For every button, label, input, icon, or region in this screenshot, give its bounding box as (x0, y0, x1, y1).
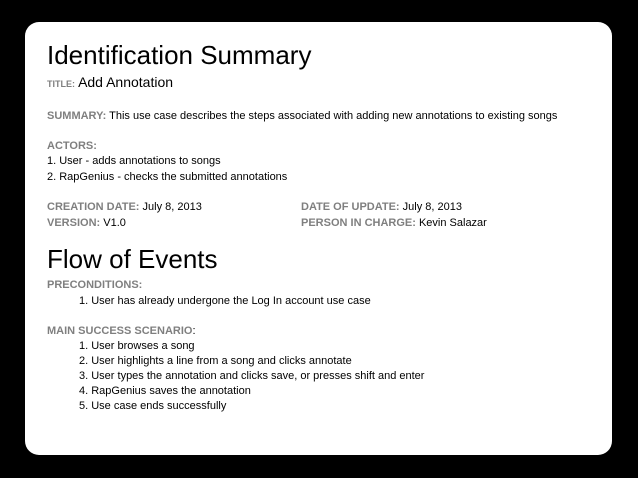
version-label: VERSION: (47, 217, 101, 229)
update-date-value: July 8, 2013 (402, 201, 462, 213)
actor-item: 1. User - adds annotations to songs (47, 155, 221, 167)
main-success-scenario-colon: : (192, 325, 196, 337)
summary-label: SUMMARY: (47, 110, 107, 122)
identification-summary-heading: Identification Summary (47, 40, 312, 70)
creation-date-row (47, 200, 202, 214)
scenario-step: 1. User browses a song (79, 340, 195, 352)
scenario-step: 5. Use case ends successfully (79, 400, 227, 412)
version-row (47, 216, 126, 230)
scenario-step: 2. User highlights a line from a song and clicks annotate (79, 355, 352, 367)
title-label: TITLE: (47, 79, 75, 89)
person-in-charge-row (301, 216, 487, 230)
main-success-scenario-label: MAIN SUCCESS SCENARIO (47, 325, 193, 337)
actor-item: 2. RapGenius - checks the submitted annotations (47, 171, 288, 183)
title-value: Add Annotation (78, 74, 174, 90)
preconditions-label: PRECONDITIONS: (47, 279, 143, 291)
update-date-row (301, 200, 462, 214)
main-success-scenario-label-row (47, 324, 196, 338)
summary-value: This use case describes the steps associated with adding new annotations to existing songs (109, 110, 558, 122)
scenario-step: 3. User types the annotation and clicks save, or presses shift and enter (79, 370, 425, 382)
flow-of-events-heading: Flow of Events (47, 244, 218, 274)
creation-date-label: CREATION DATE: (47, 201, 140, 213)
person-in-charge-label: PERSON IN CHARGE: (301, 217, 416, 229)
scenario-step: 4. RapGenius saves the annotation (79, 385, 251, 397)
summary-row (47, 109, 557, 123)
creation-date-value: July 8, 2013 (142, 201, 202, 213)
slide (25, 22, 612, 455)
precondition-item: 1. User has already undergone the Log In account use case (79, 295, 371, 307)
title-row (47, 75, 173, 91)
update-date-label: DATE OF UPDATE: (301, 201, 400, 213)
version-value: V1.0 (103, 217, 126, 229)
actors-label: ACTORS: (47, 140, 97, 152)
person-in-charge-value: Kevin Salazar (418, 217, 487, 229)
